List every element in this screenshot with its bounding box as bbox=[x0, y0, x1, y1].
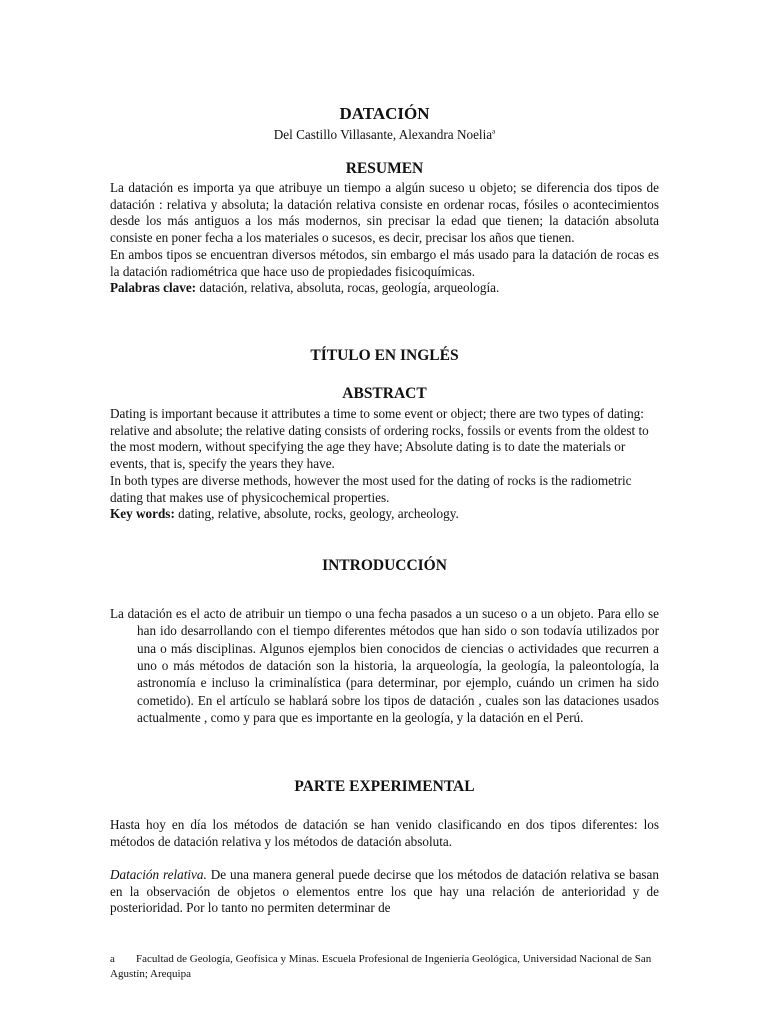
resumen-paragraph-1: La datación es importa ya que atribuye un tiempo a algún suceso u objeto; se diferencia dos tipos de datación : relativa y absoluta; la datación relativa consiste en ordenar rocas, fósiles o acontecimientos desde los más antiguos a los más modernos, sin precisar la edad que tienen; la datación absoluta consiste en poner fecha a los materiales o sucesos, es decir, precisar los años que tienen. bbox=[110, 180, 659, 246]
abstract-paragraph-2: In both types are diverse methods, however the most used for the dating of rocks is the radiometric dating that makes use of physicochemical properties. bbox=[110, 472, 632, 505]
abstract-heading: ABSTRACT bbox=[342, 385, 427, 402]
author-affiliation-mark: a bbox=[492, 127, 496, 136]
footnote-mark: a bbox=[110, 953, 115, 965]
footnote bbox=[110, 952, 659, 981]
keywords-text: datación, relativa, absoluta, rocas, geología, arqueología. bbox=[196, 280, 500, 296]
resumen-paragraph-2: En ambos tipos se encuentran diversos métodos, sin embargo el más usado para la datación de rocas es la datación radiométrica que hace uso de propiedades fisicoquímicas. bbox=[110, 246, 659, 279]
parte-experimental-paragraph-2 bbox=[110, 867, 659, 917]
parte-experimental-paragraph-1: Hasta hoy en día los métodos de datación se han venido clasificando en dos tipos diferentes: los métodos de datación relativa y los métodos de datación absoluta. bbox=[110, 817, 659, 849]
resumen-section bbox=[110, 180, 659, 297]
author-line bbox=[110, 127, 659, 143]
introduccion-heading: INTRODUCCIÓN bbox=[322, 557, 447, 574]
abstract-paragraph-1: Dating is important because it attributes a time to some event or object; there are two types of dating: relative and absolute; the relative dating consists of ordering rocks, fossils or events from the oldest to the most modern, without specifying the age they have; Absolute dating is to date the materials or events, that is, specify the years they have. bbox=[110, 406, 649, 472]
parte-experimental-heading: PARTE EXPERIMENTAL bbox=[294, 778, 475, 795]
introduccion-paragraph: La datación es el acto de atribuir un tiempo o una fecha pasados a un suceso o a un objeto. Para ello se han ido desarrollando con el tiempo diferentes métodos que han sido o son todavía utilizados por una o más disciplinas. Algunos ejemplos bien conocidos de ciencias o actividades que recurren a uno o más métodos de datación son la historia, la arqueología, la geología, la paleontología, la astronomía e incluso la criminalística (para determinar, por ejemplo, cuándo un crimen ha sido cometido). En el artículo se hablará sobre los tipos de datación , cuales son las dataciones usados actualmente , como y para que es importante en la geología, y la datación en el Perú. bbox=[110, 606, 659, 725]
datacion-relativa-text: De una manera general puede decirse que los métodos de datación relativa se basan en la observación de objetos o elementos entre los que hay una relación de anterioridad y de posterioridad. Por lo tanto no permiten determinar de bbox=[110, 867, 660, 916]
english-title-heading: TÍTULO EN INGLÉS bbox=[310, 347, 459, 364]
resumen-heading: RESUMEN bbox=[345, 160, 424, 177]
footnote-text: Facultad de Geología, Geofísica y Minas. Escuela Profesional de Ingeniería Geológica, Universidad Nacional de San Agustín; Arequipa bbox=[110, 953, 652, 980]
datacion-relativa-label: Datación relativa. bbox=[110, 867, 207, 882]
key-words-text: dating, relative, absolute, rocks, geology, archeology. bbox=[174, 506, 459, 522]
paper-title: DATACIÓN bbox=[339, 104, 430, 123]
abstract-keywords bbox=[110, 506, 659, 523]
resumen-keywords bbox=[110, 280, 659, 297]
key-words-label: Key words: bbox=[110, 506, 175, 522]
keywords-label: Palabras clave: bbox=[110, 280, 197, 296]
abstract-section bbox=[110, 406, 659, 523]
author-name: Del Castillo Villasante, Alexandra Noelia bbox=[273, 127, 493, 142]
title-block bbox=[110, 104, 659, 143]
